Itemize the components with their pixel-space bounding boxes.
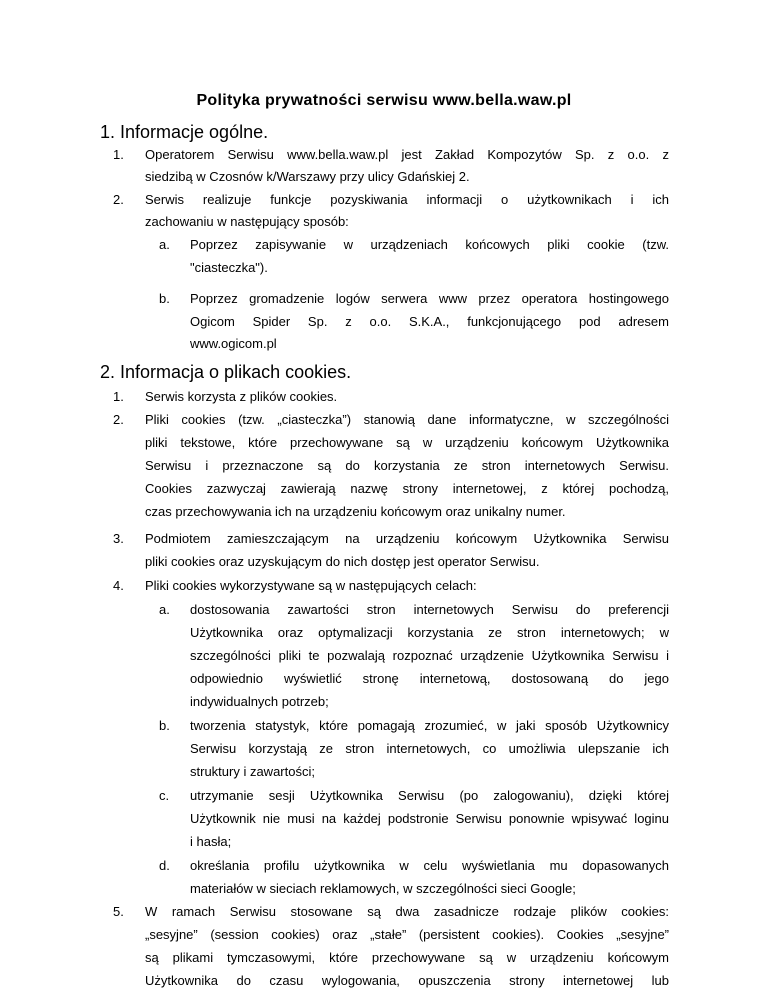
s2-item-2-number: 2. (113, 412, 124, 427)
s2-sub-a-line-4: odpowiednio wyświetlić stronę internetową, dostosowaną do jego (190, 671, 669, 686)
s1-item-1-number: 1. (113, 147, 124, 162)
s2-item-2-line-4: Cookies zazwyczaj zawierają nazwę strony internetowej, z której pochodzą, (145, 481, 669, 496)
s2-item-5-line-3: są plikami tymczasowymi, które przechowywane są w urządzeniu końcowym (145, 950, 669, 965)
s1-sub-a-line-2: "ciasteczka"). (190, 260, 268, 275)
s2-item-5-number: 5. (113, 904, 124, 919)
s1-sub-b-line-3: www.ogicom.pl (190, 336, 277, 351)
s2-sub-c-letter: c. (159, 788, 170, 803)
s1-sub-b-letter: b. (159, 291, 170, 306)
s2-sub-d-line-1: określania profilu użytkownika w celu wyświetlania mu dopasowanych (190, 858, 669, 873)
s2-item-5-line-1: W ramach Serwisu stosowane są dwa zasadnicze rodzaje plików cookies: (145, 904, 669, 919)
s2-sub-a-line-5: indywidualnych potrzeb; (190, 694, 329, 709)
s2-item-2-line-2: pliki tekstowe, które przechowywane są w urządzeniu końcowym Użytkownika (145, 435, 669, 450)
s2-item-3-line-1: Podmiotem zamieszczającym na urządzeniu końcowym Użytkownika Serwisu (145, 531, 669, 546)
s2-item-4-line-1: Pliki cookies wykorzystywane są w następujących celach: (145, 578, 477, 593)
s2-item-5-line-2: „sesyjne” (session cookies) oraz „stałe” (persistent cookies). Cookies „sesyjne” (145, 927, 669, 942)
s2-item-2-line-1: Pliki cookies (tzw. „ciasteczka”) stanowią dane informatyczne, w szczególności (145, 412, 669, 427)
s1-sub-a-letter: a. (159, 237, 170, 252)
s1-sub-b-line-1: Poprzez gromadzenie logów serwera www przez operatora hostingowego (190, 291, 669, 306)
s2-sub-b-line-3: struktury i zawartości; (190, 764, 315, 779)
s2-sub-d-letter: d. (159, 858, 170, 873)
s2-item-1-line-1: Serwis korzysta z plików cookies. (145, 389, 338, 404)
s2-item-2-line-3: Serwisu i przeznaczone są do korzystania ze stron internetowych Serwisu. (145, 458, 669, 473)
s2-sub-a-line-2: Użytkownika oraz optymalizacji korzystania ze stron internetowych; w (190, 625, 669, 640)
s2-sub-b-line-1: tworzenia statystyk, które pomagają zrozumieć, w jaki sposób Użytkownicy (190, 718, 669, 733)
s2-item-3-number: 3. (113, 531, 124, 546)
s2-sub-c-line-1: utrzymanie sesji Użytkownika Serwisu (po zalogowaniu), dzięki której (190, 788, 669, 803)
s2-item-2-line-5: czas przechowywania ich na urządzeniu końcowym oraz unikalny numer. (145, 504, 566, 519)
s1-sub-a-line-1: Poprzez zapisywanie w urządzeniach końcowych pliki cookie (tzw. (190, 237, 669, 252)
s2-item-4-number: 4. (113, 578, 124, 593)
s1-item-2-number: 2. (113, 192, 124, 207)
s2-sub-a-line-3: szczególności pliki te pozwalają rozpoznać urządzenie Użytkownika Serwisu i (190, 648, 669, 663)
document-title: Polityka prywatności serwisu www.bella.waw.pl (196, 92, 572, 109)
s2-sub-b-line-2: Serwisu korzystają ze stron internetowych, co umożliwia ulepszanie ich (190, 741, 669, 756)
s1-sub-b-line-2: Ogicom Spider Sp. z o.o. S.K.A., funkcjonującego pod adresem (190, 314, 669, 329)
s2-sub-c-line-2: Użytkownik nie musi na każdej podstronie Serwisu ponownie wpisywać loginu (190, 811, 669, 826)
s1-item-2-line-1: Serwis realizuje funkcje pozyskiwania informacji o użytkownikach i ich (145, 192, 669, 207)
s2-sub-c-line-3: i hasła; (190, 834, 232, 849)
s2-sub-a-line-1: dostosowania zawartości stron internetowych Serwisu do preferencji (190, 602, 669, 617)
s2-item-5-line-4: Użytkownika do czasu wylogowania, opuszczenia strony internetowej lub (145, 973, 669, 988)
s1-item-2-line-2: zachowaniu w następujący sposób: (145, 214, 349, 229)
s2-item-1-number: 1. (113, 389, 124, 404)
s1-item-1-line-2: siedzibą w Czosnów k/Warszawy przy ulicy Gdańskiej 2. (145, 169, 470, 184)
section-2-heading: 2. Informacja o plikach cookies. (100, 362, 352, 382)
section-1-heading: 1. Informacje ogólne. (100, 122, 269, 142)
s2-sub-a-letter: a. (159, 602, 170, 617)
s1-item-1-line-1: Operatorem Serwisu www.bella.waw.pl jest Zakład Kompozytów Sp. z o.o. z (145, 147, 669, 162)
s2-sub-d-line-2: materiałów w sieciach reklamowych, w szczególności sieci Google; (190, 881, 576, 896)
s2-item-3-line-2: pliki cookies oraz uzyskującym do nich dostęp jest operator Serwisu. (145, 554, 540, 569)
s2-sub-b-letter: b. (159, 718, 170, 733)
